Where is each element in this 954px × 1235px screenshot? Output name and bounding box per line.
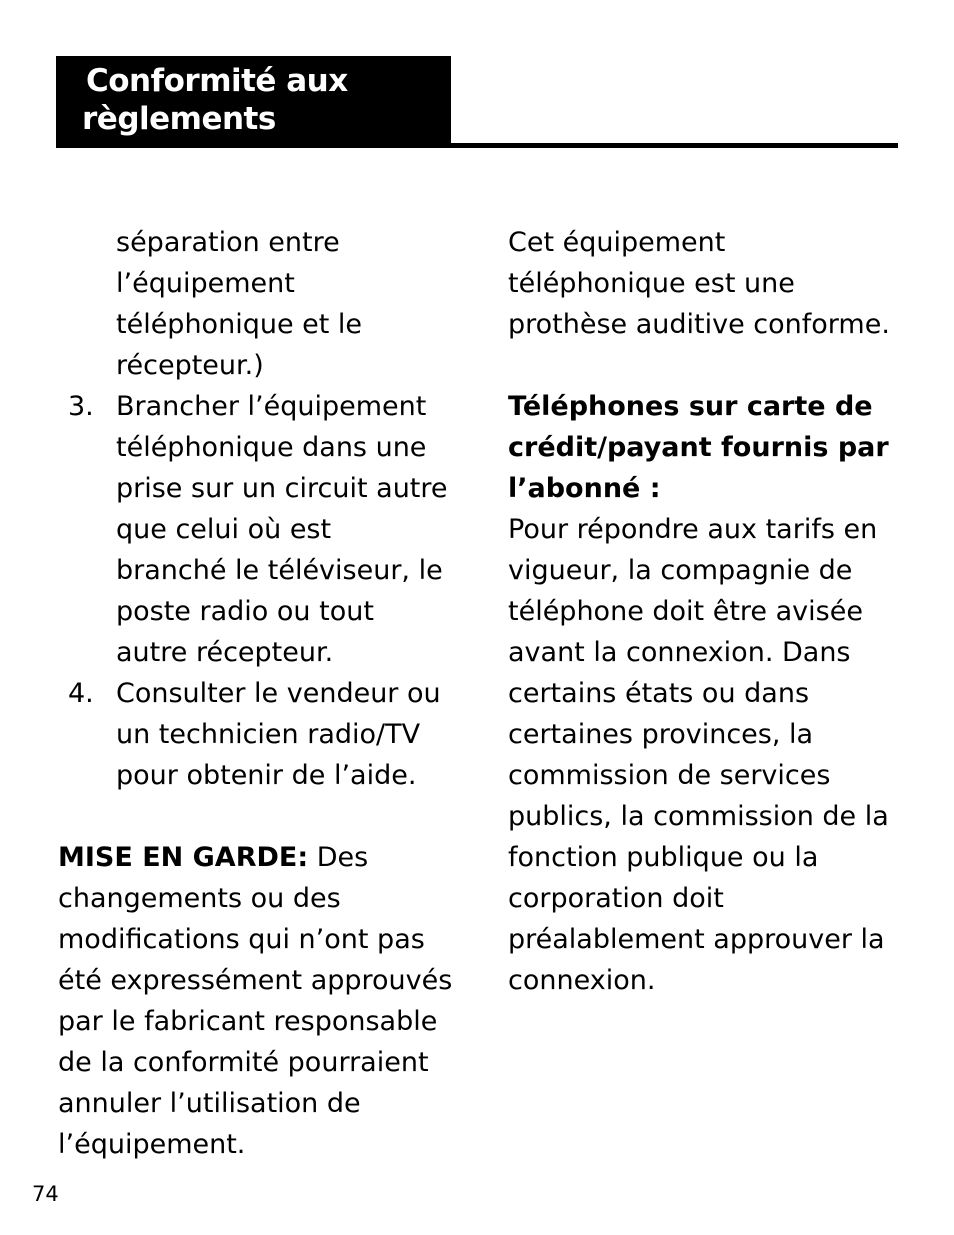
text-line: modifications qui n’ont pas <box>58 924 425 955</box>
text-line: séparation entre <box>116 227 340 258</box>
text-line: avant la connexion. Dans <box>508 637 851 668</box>
hac-paragraph <box>508 222 908 345</box>
text-line: prise sur un circuit autre <box>116 473 448 504</box>
text-line: poste radio ou tout <box>116 596 374 627</box>
text-line: préalablement approuver la <box>508 924 885 955</box>
text-line: annuler l’utilisation de <box>58 1088 361 1119</box>
text-line: téléphonique dans une <box>116 432 427 463</box>
text-line: téléphone doit être avisée <box>508 596 863 627</box>
list-item-3 <box>58 386 458 673</box>
text-line: l’équipement. <box>58 1129 246 1160</box>
page-title <box>82 62 451 138</box>
text-line: Pour répondre aux tarifs en <box>508 514 878 545</box>
paragraph-gap <box>508 345 908 386</box>
list-continuation <box>58 222 458 386</box>
caution-first-line <box>58 837 458 878</box>
text-line: connexion. <box>508 965 656 996</box>
text-line: par le fabricant responsable <box>58 1006 438 1037</box>
text-line: Brancher l’équipement <box>116 391 427 422</box>
text-line: certains états ou dans <box>508 678 810 709</box>
paragraph-gap <box>58 796 458 837</box>
text-line: de la conformité pourraient <box>58 1047 429 1078</box>
text-line: Cet équipement <box>508 227 726 258</box>
text-line: prothèse auditive conforme. <box>508 309 890 340</box>
text-line: vigueur, la compagnie de <box>508 555 853 586</box>
text-line: l’équipement <box>116 268 295 299</box>
header-rule <box>56 143 898 148</box>
text-line: autre récepteur. <box>116 637 334 668</box>
text-line: récepteur.) <box>116 350 264 381</box>
text-line: été expressément approuvés <box>58 965 453 996</box>
heading-line: crédit/payant fournis par <box>508 432 889 463</box>
text-line: que celui où est <box>116 514 332 545</box>
body-paragraph <box>508 509 908 1001</box>
page-number: 74 <box>32 1182 59 1206</box>
list-item-4 <box>58 673 458 796</box>
text-line: téléphonique est une <box>508 268 795 299</box>
text-line: commission de services <box>508 760 831 791</box>
text-line: un technicien radio/TV <box>116 719 421 750</box>
heading-line: Téléphones sur carte de <box>508 391 873 422</box>
list-number: 4. <box>68 678 94 709</box>
text-line: téléphonique et le <box>116 309 363 340</box>
text-line: publics, la commission de la <box>508 801 889 832</box>
text-line: certaines provinces, la <box>508 719 814 750</box>
page-title-line-1: Conformité aux <box>86 63 348 99</box>
caution-paragraph <box>58 837 458 1165</box>
right-column <box>508 222 908 1001</box>
text-line: branché le téléviseur, le <box>116 555 443 586</box>
section-header <box>56 56 451 148</box>
text-line: fonction publique ou la <box>508 842 819 873</box>
text-line: corporation doit <box>508 883 724 914</box>
list-number: 3. <box>68 391 94 422</box>
caution-first-line-text: Des <box>308 842 369 873</box>
heading-line: l’abonné : <box>508 473 661 504</box>
text-line: changements ou des <box>58 883 341 914</box>
page-title-line-2: règlements <box>82 101 276 137</box>
text-line: Consulter le vendeur ou <box>116 678 441 709</box>
section-heading <box>508 386 908 509</box>
left-column <box>58 222 458 1165</box>
text-line: pour obtenir de l’aide. <box>116 760 417 791</box>
caution-label: MISE EN GARDE: <box>58 842 309 873</box>
